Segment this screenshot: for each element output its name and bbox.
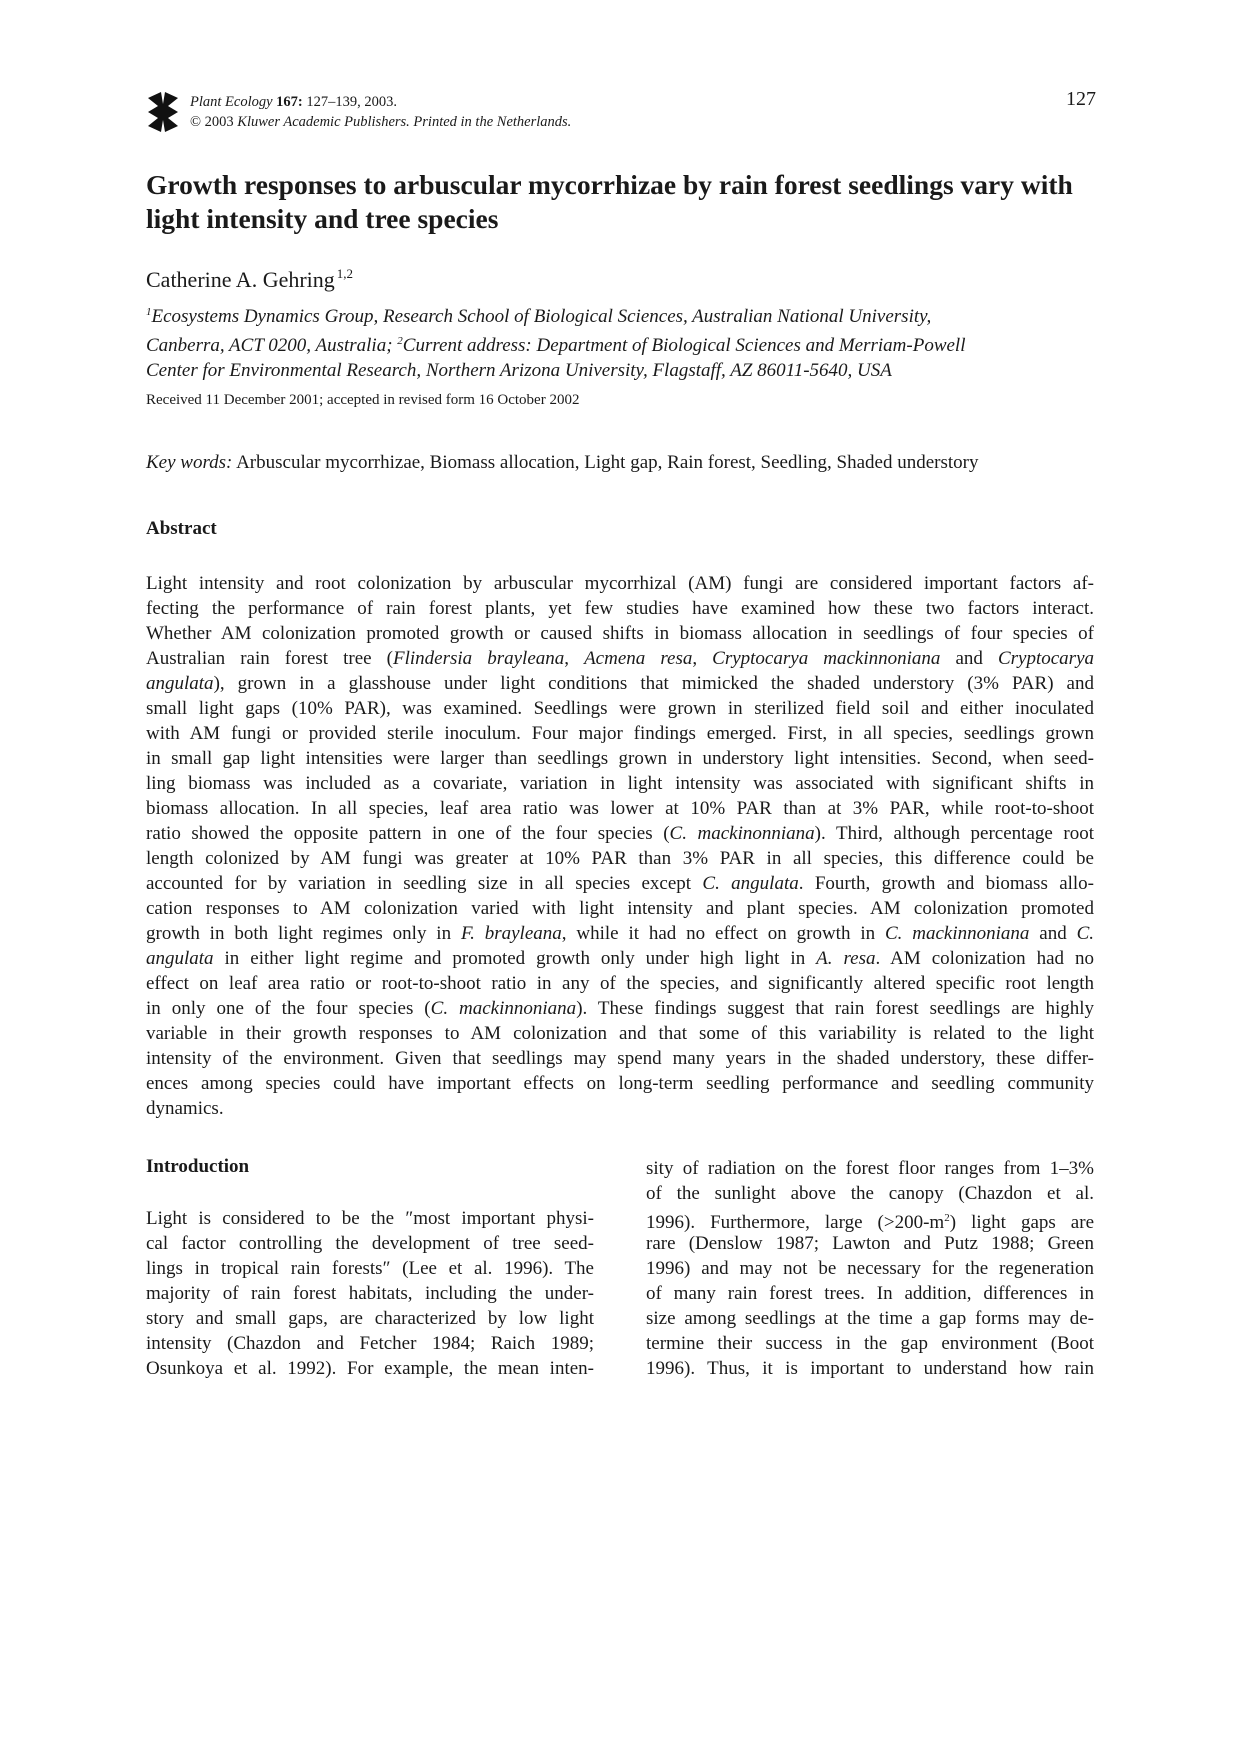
journal-citation [190,92,571,132]
abstract-line: Light intensity and root colonization by arbuscular mycorrhizal (AM) fungi are considered important factors af- [146,573,1094,594]
text-run: in either light regime and promoted growth only under high light in [213,948,817,969]
author-superscript: 1,2 [336,266,354,281]
affiliation-line-1: Ecosystems Dynamics Group, Research School of Biological Sciences, Australian National University, [151,306,932,327]
text-run: ). Third, although percentage root [814,823,1094,844]
body-line: intensity (Chazdon and Fetcher 1984; Raich 1989; [146,1333,594,1354]
species-name: Acmena resa [584,648,693,669]
text-run: , [692,648,713,669]
keywords [146,452,978,474]
text-run: growth in both light regimes only in [146,923,461,944]
abstract-line: length colonized by AM fungi was greater at 10% PAR than 3% PAR in all species, this difference could be [146,848,1094,869]
abstract-line [146,996,1094,1021]
abstract-line: cation responses to AM colonization varied with light intensity and plant species. AM colonization promoted [146,898,1094,919]
body-line: story and small gaps, are characterized by low light [146,1308,594,1329]
text-run: . Fourth, growth and biomass allo- [798,873,1095,894]
abstract-line [146,821,1094,846]
abstract-line: ling biomass was included as a covariate, variation in light intensity was associated with significant shifts in [146,773,1094,794]
text-run: . AM colonization had no [875,948,1094,969]
abstract-line: intensity of the environment. Given that seedlings may spend many years in the shaded understory, these differ- [146,1048,1094,1069]
text-run: accounted for by variation in seedling size in all species except [146,873,703,894]
journal-header [146,88,1096,138]
body-line: lings in tropical rain forests″ (Lee et al. 1996). The [146,1258,594,1279]
affiliation-line-2b: Current address: Department of Biological Sciences and Merriam-Powell [402,335,966,356]
text-run: ) light gaps are [949,1212,1095,1233]
species-name: angulata [146,948,214,969]
received-date: Received 11 December 2001; accepted in revised form 16 October 2002 [146,392,580,408]
text-run: , [564,648,585,669]
text-run: and [1029,923,1077,944]
author-name: Catherine A. Gehring [146,267,335,292]
abstract-line: effect on leaf area ratio or root-to-shoot ratio in any of the species, and significantly altered specific root length [146,973,1094,994]
abstract-line: biomass allocation. In all species, leaf area ratio was lower at 10% PAR than at 3% PAR, while root-to-shoot [146,798,1094,819]
text-run: , while it had no effect on growth in [561,923,885,944]
abstract-line [146,871,1094,896]
text-run: Australian rain forest tree ( [146,648,393,669]
abstract-line [146,671,1094,696]
text-run: in only one of the four species ( [146,998,431,1019]
abstract-line: Whether AM colonization promoted growth or caused shifts in biomass allocation in seedlings of four species of [146,623,1094,644]
abstract-heading: Abstract [146,518,217,539]
species-name: C. angulata [702,873,799,894]
species-name: C. [1076,923,1094,944]
body-line: size among seedlings at the time a gap forms may de- [646,1308,1094,1329]
affiliation-mark-1: 1 [146,306,152,318]
abstract-line: fecting the performance of rain forest plants, yet few studies have examined how these two factors interact. [146,598,1094,619]
body-line: Osunkoya et al. 1992). For example, the mean inten- [146,1358,594,1379]
abstract-body [146,571,1094,1121]
text-run: and [940,648,998,669]
species-name: Cryptocarya [997,648,1095,669]
abstract-line: with AM fungi or provided sterile inoculum. Four major findings emerged. First, in all species, seedlings grown [146,723,1094,744]
journal-pages-year: 127–139, 2003. [302,94,398,110]
publisher-name: Kluwer Academic Publishers. Printed in the Netherlands. [237,114,572,130]
journal-volume: 167: [276,94,303,110]
text-run: ratio showed the opposite pattern in one of the four species ( [146,823,670,844]
introduction-heading: Introduction [146,1156,250,1177]
species-name: angulata [146,673,214,694]
species-name: A. resa [816,948,876,969]
body-line: rare (Denslow 1987; Lawton and Putz 1988; Green [646,1233,1094,1254]
abstract-line: variable in their growth responses to AM colonization and that some of this variability is related to the light [146,1023,1094,1044]
body-line: Light is considered to be the ″most important physi- [146,1208,594,1229]
copyright-year: © 2003 [190,114,238,130]
page-number: 127 [1066,88,1096,110]
author [146,266,353,293]
body-line: 1996) and may not be necessary for the regeneration [646,1258,1094,1279]
abstract-line: dynamics. [146,1098,224,1119]
author-affiliation [146,300,1106,383]
species-name: F. brayleana [460,923,562,944]
species-name: Flindersia brayleana [392,648,565,669]
abstract-line [146,921,1094,946]
keywords-label: Key words: [146,452,233,473]
species-name: Cryptocarya mackinnoniana [712,648,941,669]
publisher-logo-icon [146,92,180,132]
body-line: sity of radiation on the forest floor ranges from 1–3% [646,1158,1094,1179]
body-line: termine their success in the gap environment (Boot [646,1333,1094,1354]
journal-name: Plant Ecology [190,94,273,110]
introduction-right-column [646,1156,1094,1381]
affiliation-mark-2: 2 [397,335,403,347]
species-name: C. mackinonniana [669,823,815,844]
body-line: of the sunlight above the canopy (Chazdon et al. [646,1183,1094,1204]
abstract-line: small light gaps (10% PAR), was examined. Seedlings were grown in sterilized field soil and either inoculated [146,698,1094,719]
text-run: ). These findings suggest that rain forest seedlings are highly [576,998,1094,1019]
body-line: of many rain forest trees. In addition, differences in [646,1283,1094,1304]
body-line: majority of rain forest habitats, including the under- [146,1283,594,1304]
species-name: C. mackinnoniana [430,998,577,1019]
keywords-text: Arbuscular mycorrhizae, Biomass allocation, Light gap, Rain forest, Seedling, Shaded understory [232,452,979,473]
text-run: 1996). Furthermore, large (>200-m [646,1212,945,1233]
body-line: 1996). Thus, it is important to understand how rain [646,1358,1094,1379]
body-line: cal factor controlling the development of tree seed- [146,1233,594,1254]
paper-title: Growth responses to arbuscular mycorrhizae by rain forest seedlings vary with light intensity and tree species [146,169,1073,234]
abstract-line: in small gap light intensities were larger than seedlings grown in understory light intensities. Second, when seed- [146,748,1094,769]
superscript: 2 [944,1212,950,1224]
affiliation-line-3: Center for Environmental Research, Northern Arizona University, Flagstaff, AZ 86011-5640, USA [146,360,892,381]
species-name: C. mackinnoniana [884,923,1030,944]
introduction-left-column [146,1206,594,1381]
abstract-line [146,946,1094,971]
text-run: ), grown in a glasshouse under light conditions that mimicked the shaded understory (3% PAR) and [213,673,1094,694]
abstract-line [146,646,1094,671]
body-line [646,1206,1094,1231]
abstract-line: ences among species could have important effects on long-term seedling performance and seedling community [146,1073,1094,1094]
affiliation-line-2a: Canberra, ACT 0200, Australia; [146,335,398,356]
